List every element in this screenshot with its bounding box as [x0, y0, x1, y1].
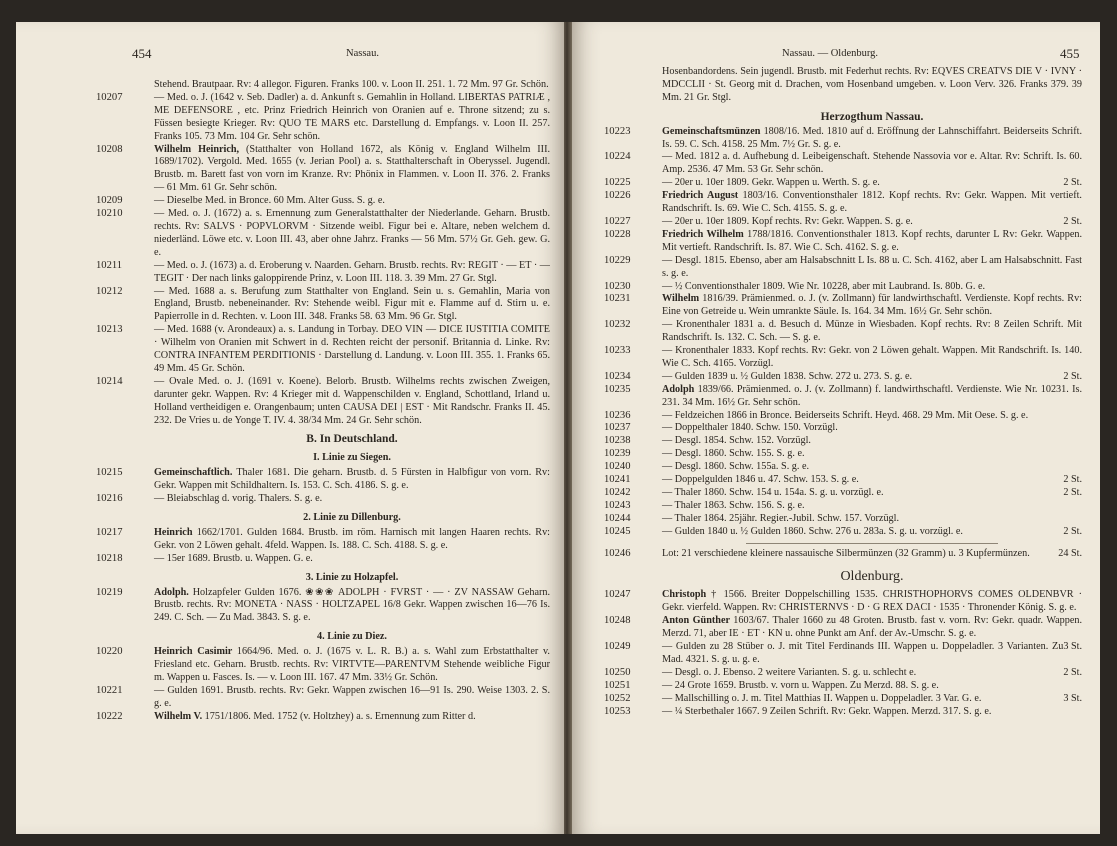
catalog-entry	[96, 208, 550, 260]
entry-text: 1808/16. Med. 1810 auf d. Eröffnung der Lahnschiffahrt. Beiderseits Schrift. Is. 59. C. Sch. 4158. 25 Mm. 7½ Gr. S. g. e.	[662, 125, 1082, 150]
catalog-entry	[96, 586, 550, 626]
lot-number: 10240	[604, 461, 631, 473]
catalog-entry	[96, 552, 550, 566]
ruler-name: Adolph	[662, 383, 698, 395]
page-number: 454	[132, 46, 152, 61]
entry-text: — Ovale Med. o. J. (1691 v. Koene). Belorb. Brustb. Wilhelms rechts zwischen Zweigen, darunter gekr. Wappen. Rv: 4 Krieger mit d. Wappenschilden v. England, Schottland, Irland u. Holland vertheidigen e. Orangenbaum; unten CAUSA DEI | EST · Mit Randschr. Franks II. 45. 232. De Vries u. de Yonge T. IV. 4. 38/34 Mm. 24 Gr. Sehr schön.	[154, 375, 550, 426]
piece-count: 2 St.	[1063, 474, 1082, 486]
entry-text: Thaler 1681. Die geharn. Brustb. d. 5 Fürsten in Halbfigur von vorn. Rv: Gekr. Wappen mit Schildhaltern. Is. 153. C. Sch. 4186. S. g. e.	[154, 467, 550, 492]
piece-count: 2 St.	[1063, 177, 1082, 189]
entry-text: — 15er 1689. Brustb. u. Wappen. G. e.	[154, 552, 313, 564]
lot-number: 10253	[604, 705, 631, 717]
lot-number: 10208	[96, 143, 123, 155]
entry-text: 1788/1816. Conventionsthaler 1813. Kopf rechts, darunter L Rv: Gekr. Wappen. Mit vertieft. Randschrift. Is. 87. Wie C. Sch. 4162. S. g. e.	[662, 228, 1082, 253]
subsection-title: I. Linie zu Siegen.	[313, 452, 391, 464]
piece-count: 3 St.	[1063, 641, 1082, 653]
lot-number: 10235	[604, 383, 631, 395]
catalog-entry	[604, 125, 1082, 152]
catalog-entry	[604, 679, 1082, 693]
lot-number: 10211	[96, 259, 123, 271]
entry-text: 1803/16. Conventionsthaler 1812. Kopf rechts. Rv: Gekr. Wappen. Mit vertieft. Randschrift. Is. 69. Wie C. Sch. 4155. S. g. e.	[662, 190, 1082, 215]
catalog-entry	[604, 461, 1082, 474]
lot-number: 10230	[604, 280, 631, 292]
lot-number: 10226	[604, 190, 631, 202]
lot-number: 10217	[96, 526, 123, 538]
catalog-entry	[662, 66, 1082, 105]
entry-text: — ½ Conventionsthaler 1809. Wie Nr. 10228, aber mit Laubrand. Is. 80b. G. e.	[662, 280, 986, 292]
catalog-entry	[604, 666, 1082, 680]
catalog-entry	[96, 684, 550, 711]
entry-text: — Gulden 1691. Brustb. rechts. Rv: Gekr. Wappen zwischen 16—91 Is. 290. Weise 1303. 2. S. g. e.	[154, 684, 550, 709]
page-number: 455	[1060, 46, 1080, 61]
entry-text: — Med. 1688 a. s. Berufung zum Statthalter von England. Sein u. s. Gemahlin, Maria von England, Brustb. nebeneinander. Rv: Stehende weibl. Figur mit e. Flamme auf d. Stirn u. e. Papierrolle in d. Rechten. v. Loon III. 348. Franks 58. 63 Mm. 96 Gr. Stgl.	[154, 285, 550, 323]
lot-number: 10244	[604, 512, 631, 524]
entry-text: — Desgl. o. J. Ebenso. 2 weitere Varianten. S. g. u. schlecht e.	[662, 666, 917, 678]
left-page	[16, 22, 564, 834]
lot-number: 10207	[96, 91, 123, 103]
entry-text: — Desgl. 1860. Schw. 155a. S. g. e.	[662, 461, 810, 473]
catalog-entry	[604, 409, 1082, 423]
subsection-title: 2. Linie zu Dillenburg.	[303, 512, 401, 523]
entry-text: Holzapfeler Gulden 1676. ❀❀❀ ADOLPH · FVRST · — · ZV NASSAW Geharn. Brustb. rechts. Rv: MONETA · NASS · HOLTZAPEL 16/8 Gekr. Wappen zwischen 16—76 Is. 249. C. Sch. — Zu Mad. 3843. S. g. e.	[154, 586, 550, 624]
entry-text: — Gulden 1839 u. ½ Gulden 1838. Schw. 272 u. 273. S. g. e.	[662, 370, 913, 382]
ruler-name: Heinrich	[154, 526, 197, 538]
lot-number: 10222	[96, 710, 123, 722]
entry-text: — Thaler 1863. Schw. 156. S. g. e.	[662, 499, 805, 511]
catalog-entry	[604, 319, 1082, 345]
lot-number: 10241	[604, 474, 631, 486]
catalog-entry	[604, 435, 1082, 448]
catalog-entry	[604, 547, 1082, 561]
entry-text: † 1566. Breiter Doppelschilling 1535. CHRISTHOPHORVS COMES OLDENBVR · Gekr. vierfeld. Wappen. Rv: CHRISTERNVS · D · G REX DACI · 1535 · Thronender König. S. g. e.	[662, 589, 1082, 614]
catalog-entry	[604, 215, 1082, 229]
piece-count: 2 St.	[1063, 487, 1082, 498]
entry-text: 1751/1806. Med. 1752 (v. Holtzhey) a. s. Ernennung zum Ritter d.	[204, 710, 476, 722]
lot-number: 10223	[604, 125, 631, 137]
lot-number: 10237	[604, 422, 631, 434]
catalog-entry	[604, 474, 1082, 487]
ruler-name: Gemeinschaftlich.	[154, 467, 237, 479]
ruler-name: Anton Günther	[662, 615, 734, 627]
entry-text: Lot: 21 verschiedene kleinere nassauische Silbermünzen (32 Gramm) u. 3 Kupfermünzen.	[662, 547, 1030, 559]
piece-count: 2 St.	[1063, 215, 1082, 227]
lot-number: 10234	[604, 370, 631, 382]
catalog-entry	[604, 254, 1082, 281]
right-page	[572, 22, 1100, 834]
subsection-title: 3. Linie zu Holzapfel.	[305, 571, 399, 583]
entry-text: — ¼ Sterbethaler 1667. 9 Zeilen Schrift. Rv: Gekr. Wappen. Merzd. 317. S. g. e.	[662, 705, 992, 717]
entry-text: — Gulden zu 28 Stüber o. J. mit Titel Ferdinands III. Wappen u. Doppeladler. 3 Varianten. Zu Mad. 4321. S. g. u. g. e.	[662, 641, 1064, 665]
lot-number: 10229	[604, 254, 631, 266]
subsection-title: 4. Linie zu Diez.	[317, 631, 387, 643]
section-title: Herzogthum Nassau.	[820, 110, 924, 123]
entry-text: — Feldzeichen 1866 in Bronce. Beiderseits Schrift. Heyd. 468. 29 Mm. Mit Oese. S. g. e.	[662, 409, 1029, 421]
entry-text: 1603/67. Thaler 1660 zu 48 Groten. Brustb. fast v. vorn. Rv: Gekr. quadr. Wappen. Merzd. 71, aber IE · ET · KN u. ohne Punkt am Anf. der Av.-Umschr. S. g. e.	[662, 615, 1082, 640]
catalog-entry	[604, 345, 1082, 371]
lot-number: 10250	[604, 666, 631, 678]
lot-number: 10209	[96, 195, 123, 207]
entry-text: 1662/1701. Gulden 1684. Brustb. im röm. Harnisch mit langen Haaren rechts. Rv: Gekr. von 2 Löwen gehalt. 4feld. Wappen. Is. 188. C. Sch. 4188. S. g. e.	[154, 526, 551, 551]
ruler-name: Gemeinschaftsmünzen	[662, 125, 764, 137]
lot-number: 10248	[604, 615, 631, 627]
entry-text: — Doppelthaler 1840. Schw. 150. Vorzügl.	[662, 422, 838, 434]
lot-number: 10224	[604, 151, 631, 163]
entry-text: — Med. o. J. (1672) a. s. Ernennung zum Generalstatthalter der Niederlande. Geharn. Brustb. rechts. Rv: SALVS · POPVLORVM · Sitzende weibl. Figur bei e. Altare, neben welchem d. niederländ. Löwe etc. v. Loon III. 43, aber ohne Jahrz. Franks — 56 Mm. 57½ Gr. Geh. gew. G. e.	[154, 208, 550, 258]
section-title: B. In Deutschland.	[306, 433, 398, 446]
lot-number: 10220	[96, 646, 123, 658]
catalog-entry	[604, 383, 1083, 410]
lot-number: 10228	[604, 228, 631, 240]
lot-number: 10221	[96, 684, 123, 696]
entry-text: — 24 Grote 1659. Brustb. v. vorn u. Wappen. Zu Merzd. 88. S. g. e.	[662, 679, 939, 691]
lot-number: 10214	[96, 375, 123, 387]
catalog-entry	[604, 293, 1083, 319]
entry-text: — 20er u. 10er 1809. Gekr. Wappen u. Werth. S. g. e.	[662, 177, 880, 189]
entry-text: — Bleiabschlag d. vorig. Thalers. S. g. e.	[154, 493, 323, 505]
lot-number: 10218	[96, 552, 123, 564]
entry-text: Hosenbandordens. Sein jugendl. Brustb. mit Federhut rechts. Rv: EQVES CREATVS DIE V · IVNY · MDCCLII · St. Georg mit d. Drachen, vom Hosenband umgeben. v. Loon Verv. 326. Franks 379. 39 Mm. 21 Gr. Stgl.	[662, 66, 1082, 103]
lot-number: 10238	[604, 435, 631, 447]
catalog-entry	[604, 487, 1082, 500]
catalog-entry	[96, 91, 550, 144]
entry-text: 1664/96. Med. o. J. (1675 v. L. R. B.) a. s. Wahl zum Erbstatthalter v. Friesland etc. Geharn. Brustb. rechts. Rv: VIRTVTE—PARENTVM Stehende weibliche Figur m. Wappen u. Fasces. Is. — v. Loon III. 167. 47 Mm. 33½ Gr. Schön.	[154, 646, 550, 683]
ruler-name: Wilhelm Heinrich,	[154, 143, 247, 155]
entry-text: — Med. o. J. (1642 v. Seb. Dadler) a. d. Ankunft s. Gemahlin in Holland. LIBERTAS PATRIÆ , ME DEFENSORE , etc. Prinz Friedrich Heinrich von Oranien auf e. Throne sitzend; zu s. Füssen besiegte Krieger. Rv: QUO TE MARS etc. Darstellung d. Empfangs. v. Loon II. 257. Franks 105. 73 Mm. 104 Gr. Sehr schön.	[154, 91, 550, 142]
catalog-entry	[604, 422, 1082, 435]
divider	[746, 543, 998, 544]
piece-count: 24 St.	[1058, 547, 1082, 559]
left-column	[96, 79, 551, 724]
entry-text: — Thaler 1864. 25jähr. Regier.-Jubil. Schw. 157. Vorzügl.	[662, 512, 900, 524]
catalog-entry	[604, 615, 1082, 641]
catalog-entry	[604, 448, 1082, 461]
lot-number: 10252	[604, 692, 631, 704]
lot-number: 10239	[604, 448, 631, 460]
lot-number: 10233	[604, 345, 631, 357]
lot-number: 10242	[604, 487, 631, 498]
lot-number: 10249	[604, 641, 631, 653]
entry-text: (Statthalter von Holland 1672, als König v. England Wilhelm III. 1689/1702). Vergold. Med. 1655 (v. Jerian Pool) a. s. Statthalterschaft in Oberyssel. Jugendl. Brustb. m. Barett fast von vorn im Kranze. Rv: Phönix in Flammen. v. Loon II. 376. 2. Franks — 61 Mm. 61 Gr. Sehr schön.	[154, 143, 551, 194]
catalog-entry	[96, 195, 550, 208]
lot-number: 10213	[96, 324, 123, 336]
running-head: Nassau.	[346, 48, 379, 59]
lot-number: 10246	[604, 547, 631, 559]
catalog-entry	[96, 285, 550, 325]
ruler-name: Adolph.	[154, 586, 193, 598]
entry-text: — 20er u. 10er 1809. Kopf rechts. Rv: Gekr. Wappen. S. g. e.	[662, 215, 913, 227]
catalog-entry	[604, 151, 1082, 177]
catalog-entry	[604, 177, 1082, 190]
catalog-entry	[96, 375, 550, 428]
entry-text: Stehend. Brautpaar. Rv: 4 allegor. Figuren. Franks 100. v. Loon II. 251. 1. 72 Mm. 97 Gr. Schön.	[154, 79, 549, 90]
ruler-name: Christoph	[662, 589, 712, 601]
catalog-entry	[96, 526, 551, 553]
lot-number: 10225	[604, 177, 631, 189]
ruler-name: Wilhelm V.	[154, 710, 205, 722]
entry-text: — Doppelgulden 1846 u. 47. Schw. 153. S. g. e.	[662, 474, 859, 486]
catalog-entry	[96, 710, 550, 724]
entry-text: — Desgl. 1860. Schw. 155. S. g. e.	[662, 448, 805, 460]
ruler-name: Wilhelm	[662, 293, 703, 305]
entry-text: — Med. o. J. (1673) a. d. Eroberung v. Naarden. Geharn. Brustb. rechts. Rv: REGIT · — ET · — TEGIT · Der nach links galoppirende Prinz, v. Loon III. 118. 3. 39 Mm. 27 Gr. Stgl.	[154, 259, 550, 284]
lot-number: 10232	[604, 319, 631, 331]
catalog-entry	[96, 467, 550, 493]
catalog-entry	[604, 692, 1082, 706]
catalog-entry	[96, 493, 550, 506]
catalog-entry	[96, 143, 551, 196]
lot-number: 10216	[96, 493, 123, 505]
ruler-name: Friedrich August	[662, 190, 743, 202]
section-title: Oldenburg.	[840, 568, 904, 584]
lot-number: 10245	[604, 525, 631, 537]
piece-count: 2 St.	[1063, 370, 1082, 382]
lot-number: 10243	[604, 499, 631, 511]
catalog-entry	[604, 641, 1082, 667]
entry-text: 1816/39. Prämienmed. o. J. (v. Zollmann) für landwirthschaftl. Verdienste. Kopf rechts. Rv: Eine von Getreide u. Wein umrankte Säule. Is. 164. 34 Mm. 16½ Gr. Sehr schön.	[662, 293, 1083, 318]
entry-text: — Kronenthaler 1831 a. d. Besuch d. Münze in Wiesbaden. Kopf rechts. Rv: 8 Zeilen Schrift. Mit Randschrift. Is. 132. C. Sch. — S. g. e.	[662, 319, 1082, 344]
lot-number: 10227	[604, 215, 631, 227]
right-column	[604, 66, 1083, 719]
piece-count: 2 St.	[1063, 525, 1082, 537]
entry-text: — Mallschilling o. J. m. Titel Matthias II. Wappen u. Doppeladler. 3 Var. G. e.	[662, 692, 982, 704]
piece-count: 3 St.	[1063, 692, 1082, 704]
catalog-entry	[96, 259, 550, 286]
entry-text: — Gulden 1840 u. ½ Gulden 1860. Schw. 276 u. 283a. S. g. u. vorzügl. e.	[662, 525, 963, 537]
lot-number: 10215	[96, 467, 123, 479]
catalog-entry	[604, 525, 1082, 539]
catalog-entry	[604, 512, 1082, 526]
catalog-entry	[604, 190, 1082, 216]
catalog-entry	[96, 324, 550, 376]
entry-text: — Thaler 1860. Schw. 154 u. 154a. S. g. u. vorzügl. e.	[662, 487, 884, 498]
catalog-entry	[604, 228, 1082, 255]
entry-text: — Med. 1688 (v. Arondeaux) a. s. Landung in Torbay. DEO VIN — DICE IUSTITIA COMITE · Wilhelm von Oranien mit Schwert in d. Rechten reicht der personif. Britannia d. Linke. Rv: CONTRA INFANTEM PERDITIONIS · Darstellung d. Landung. v. Loon III. 355. 1. Franks 65. 49 Mm. 45 Gr. Schön.	[154, 324, 550, 374]
lot-number: 10210	[96, 208, 123, 220]
catalog-entry	[154, 79, 550, 92]
lot-number: 10236	[604, 409, 631, 421]
lot-number: 10212	[96, 285, 123, 297]
lot-number: 10219	[96, 586, 123, 598]
running-head: Nassau. — Oldenburg.	[782, 48, 879, 59]
entry-text: — Med. 1812 a. d. Aufhebung d. Leibeigenschaft. Stehende Nassovia vor e. Altar. Rv: Schrift. Is. 60. Amp. 2536. 47 Mm. 53 Gr. Sehr schön.	[662, 151, 1082, 176]
catalog-entry	[96, 646, 550, 685]
catalog-entry	[604, 499, 1082, 513]
lot-number: 10251	[604, 679, 631, 691]
piece-count: 2 St.	[1063, 666, 1082, 678]
entry-text: — Desgl. 1854. Schw. 152. Vorzügl.	[662, 435, 811, 447]
entry-text: 1839/66. Prämienmed. o. J. (v. Zollmann) f. landwirthschaftl. Verdienste. Wie Nr. 10231. Is. 231. 34 Mm. 16½ Gr. Sehr schön.	[662, 383, 1083, 408]
catalog-entry	[604, 589, 1082, 615]
catalog-entry	[604, 705, 1082, 719]
catalog-entry	[604, 280, 1082, 294]
entry-text: — Desgl. 1815. Ebenso, aber am Halsabschnitt L Is. 88 u. C. Sch. 4162, aber L am Halsabschnitt. Fast s. g. e.	[662, 254, 1082, 279]
catalog-entry	[604, 370, 1082, 384]
entry-text: — Dieselbe Med. in Bronce. 60 Mm. Alter Guss. S. g. e.	[154, 195, 385, 207]
lot-number: 10247	[604, 589, 631, 601]
ruler-name: Heinrich Casimir	[154, 646, 237, 658]
lot-number: 10231	[604, 293, 631, 305]
entry-text: — Kronenthaler 1833. Kopf rechts. Rv: Gekr. von 2 Löwen gehalt. Wappen. Mit Randschrift. Is. 140. Wie C. Sch. 4165. Vorzügl.	[662, 345, 1082, 369]
ruler-name: Friedrich Wilhelm	[662, 228, 748, 240]
